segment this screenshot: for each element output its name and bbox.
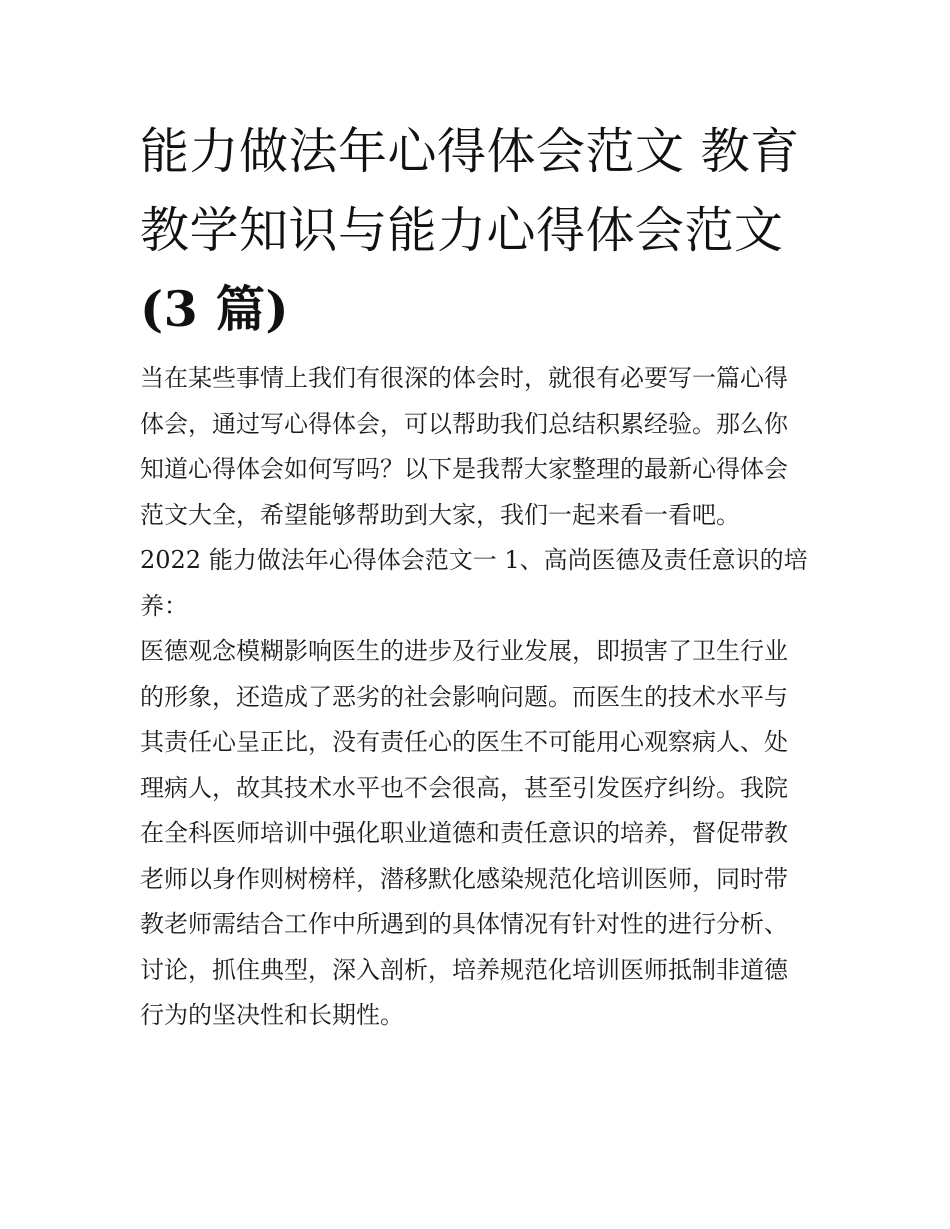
section-body-line-8: 讨论，抓住典型，深入剖析，培养规范化培训医师抵制非道德	[140, 955, 788, 984]
intro-line-1: 当在某些事情上我们有很深的体会时，就很有必要写一篇心得	[140, 364, 788, 392]
document-title	[140, 112, 820, 349]
intro-line-2: 体会，通过写心得体会，可以帮助我们总结积累经验。那么你	[140, 409, 788, 438]
intro-line-4: 范文大全，希望能够帮助到大家，我们一起来看一看吧。	[140, 500, 740, 529]
section-body-line-4: 理病人，故其技术水平也不会很高，甚至引发医疗纠纷。我院	[140, 773, 788, 802]
section-body-line-9: 行为的坚决性和长期性。	[140, 1001, 404, 1029]
section-body-line-5: 在全科医师培训中强化职业道德和责任意识的培养，督促带教	[140, 819, 788, 847]
section-body-line-2: 的形象，还造成了恶劣的社会影响问题。而医生的技术水平与	[140, 682, 788, 711]
section-heading-line-1: 2022 能力做法年心得体会范文一 1、高尚医德及责任意识的培	[140, 546, 808, 574]
title-line-3: (3 篇)	[140, 280, 290, 338]
document-body	[140, 356, 820, 1039]
section-body-line-7: 教老师需结合工作中所遇到的具体情况有针对性的进行分析、	[140, 910, 788, 938]
section-body-paragraph	[140, 629, 820, 1039]
intro-paragraph	[140, 356, 820, 538]
intro-line-3: 知道心得体会如何写吗？以下是我帮大家整理的最新心得体会	[140, 455, 788, 483]
section-heading-line-2: 养：	[140, 591, 188, 620]
section-heading	[140, 538, 820, 629]
section-body-line-1: 医德观念模糊影响医生的进步及行业发展，即损害了卫生行业	[140, 637, 788, 665]
section-body-line-3: 其责任心呈正比，没有责任心的医生不可能用心观察病人、处	[140, 728, 788, 756]
section-body-line-6: 老师以身作则树榜样，潜移默化感染规范化培训医师，同时带	[140, 864, 788, 893]
title-line-1: 能力做法年心得体会范文 教育	[140, 123, 800, 180]
title-line-2: 教学知识与能力心得体会范文	[140, 202, 784, 259]
